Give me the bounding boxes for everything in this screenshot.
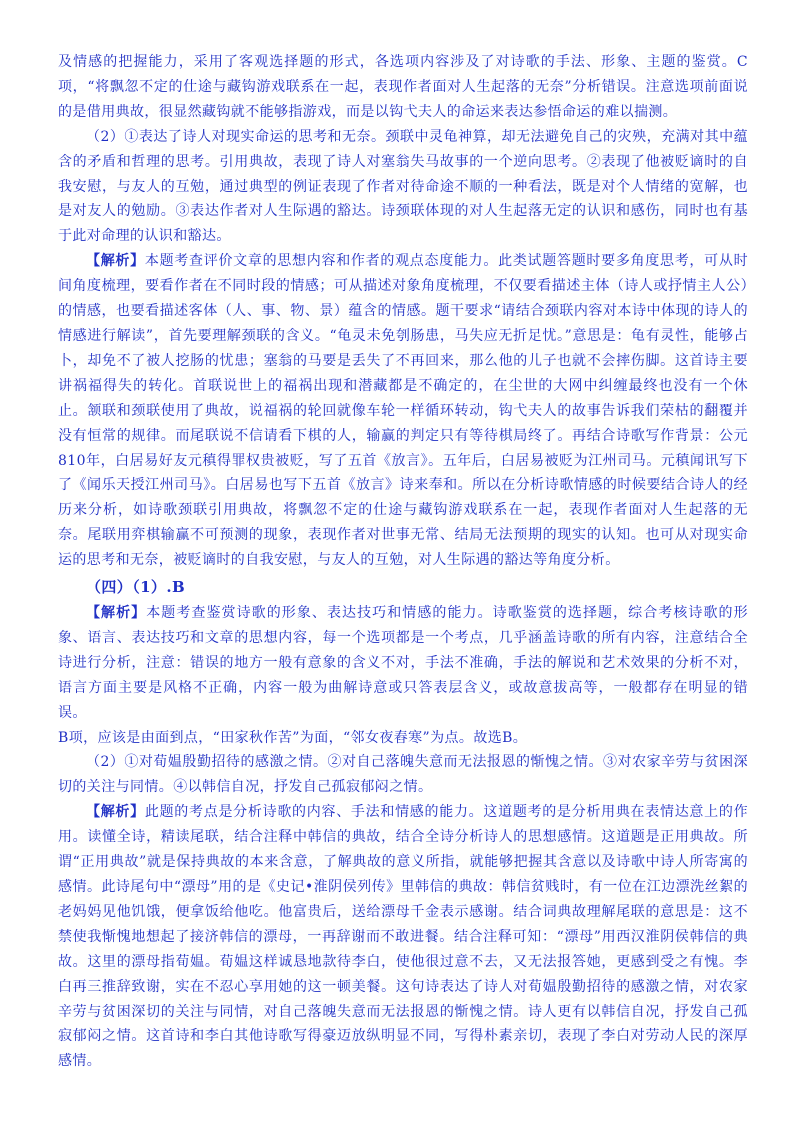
paragraph-option-b: B项，应该是由面到点，“田家秋作苦”为面，“邻女夜舂寒”为点。故选B。 [58,729,528,746]
paragraph-answer-3-2: （2）①表达了诗人对现实命运的思考和无奈。颈联中灵龟神算，却无法避免自己的灾殃，充满对其中蕴含的矛盾和哲理的思考。引用典故，表现了诗人对塞翁失马故事的一个逆向思考。②表现了他被贬谪时的自我安慰，与友人的互勉，通过典型的例证表现了作者对待命途不顺的一种看法，既是对个人情绪的宽解，也是对友人的勉励。③表达作者对人生际遇的豁达。诗颈联体现的对人生起落无定的认识和感伤，同时也有基于此对命理的认识和豁达。 [58,128,748,245]
answer-content [58,50,748,1074]
analysis-tag: 【解析】 [86,804,145,821]
paragraph-answer-4-2: （2）①对荀媪殷勤招待的感激之情。②对自己落魄失意而无法报恩的惭愧之情。③对农家辛劳与贫困深切的关注与同情。④以韩信自况，抒发自己孤寂郁闷之情。 [58,754,748,796]
analysis-tag: 【解析】 [86,605,147,622]
analysis-text: 此题的考点是分析诗歌的内容、手法和情感的能力。这道题考的是分析用典在表情达意上的作用。读懂全诗，精读尾联，结合注释中韩信的典故，结合全诗分析诗人的思想感情。这道题是正用典故。所谓“正用典故”就是保持典故的本来含意，了解典故的意义所指，就能够把握其含意以及诗歌中诗人所寄寓的感情。此诗尾句中“漂母”用的是《史记•淮阴侯列传》里韩信的典故：韩信贫贱时，有一位在江边漂洗丝絮的老妈妈见他饥饿，便拿饭给他吃。他富贵后，送给漂母千金表示感谢。结合词典故理解尾联的意思是：这不禁使我惭愧地想起了接济韩信的漂母，一再辞谢而不敢进餐。结合注释可知：“漂母”用西汉淮阴侯韩信的典故。这里的漂母指荀媪。荀媪这样诚恳地款待李白，使他很过意不去，又无法报答她，更感到受之有愧。李白再三推辞致谢，实在不忍心享用她的这一顿美餐。这句诗表达了诗人对荀媪殷勤招待的感激之情，对农家辛劳与贫困深切的关注与同情，对自己落魄失意而无法报恩的惭愧之情。诗人更有以韩信自况，抒发自己孤寂郁闷之情。这首诗和李白其他诗歌写得豪迈放纵明显不同，写得朴素亲切，表现了李白对劳动人民的深厚感情。 [58,804,748,1070]
analysis-text: 本题考查评价文章的思想内容和作者的观点态度能力。此类试题答题时要多角度思考，可从时间角度梳理，要看作者在不同时段的情感；可从描述对象角度梳理，不仅要看描述主体（诗人或抒情主人公）的情感，也要看描述客体（人、事、物、景）蕴含的情感。题干要求“请结合颈联内容对本诗中体现的诗人的情感进行解读”，首先要理解颈联的含义。“龟灵未免刳肠患，马失应无折足忧。”意思是：龟有灵性，能够占卜，却免不了被人挖肠的忧患；塞翁的马要是丢失了不再回来，那么他的儿子也就不会摔伤脚。这首诗主要讲祸福得失的转化。首联说世上的福祸出现和潜藏都是不确定的，在尘世的大网中纠缠最终也没有一个休止。颔联和颈联使用了典故，说福祸的轮回就像车轮一样循环转动，钩弋夫人的故事告诉我们荣枯的翻覆并没有恒常的规律。而尾联说不信请看下棋的人，输赢的判定只有等待棋局终了。再结合诗歌写作背景：公元810年，白居易好友元稹得罪权贵被贬，写了五首《放言》。五年后，白居易被贬为江州司马。元稹闻讯写下了《闻乐天授江州司马》。白居易也写下五首《放言》诗来奉和。所以在分析诗歌情感的时候要结合诗人的经历来分析，如诗歌颈联引用典故，将飘忽不定的仕途与藏钩游戏联系在一起，表现作者面对人生起落的无奈。尾联用弈棋输赢不可预测的现象，表现作者对世事无常、结局无法预期的现实的认知。也可从对现实命运的思考和无奈，被贬谪时的自我安慰，与友人的互勉，对人生际遇的豁达等角度分析。 [58,253,748,569]
analysis-tag: 【解析】 [86,253,145,270]
paragraph-analysis-4-2 [58,800,748,1074]
section-heading-4-1: （四）（1）.B [86,578,186,597]
paragraph-option-c-analysis: 及情感的把握能力，采用了客观选择题的形式，各选项内容涉及了对诗歌的手法、形象、主题的鉴赏。C项，“将飘忽不定的仕途与藏钩游戏联系在一起，表现作者面对人生起落的无奈”分析错误。注意选项前面说的是借用典故，很显然藏钩就不能够指游戏，而是以钩弋夫人的命运来表达参悟命运的难以揣测。 [58,54,748,120]
paragraph-analysis-3-2 [58,249,748,573]
analysis-text: 本题考查鉴赏诗歌的形象、表达技巧和情感的能力。诗歌鉴赏的选择题，综合考核诗歌的形象、语言、表达技巧和文章的思想内容，每一个选项都是一个考点，几乎涵盖诗歌的所有内容，注意结合全诗进行分析，注意：错误的地方一般有意象的含义不对，手法不准确，手法的解说和艺术效果的分析不对，语言方面主要是风格不正确，内容一般为曲解诗意或只答表层含义，或故意拔高等，一般都存在明显的错误。 [58,605,748,721]
paragraph-analysis-4-1 [58,601,748,726]
